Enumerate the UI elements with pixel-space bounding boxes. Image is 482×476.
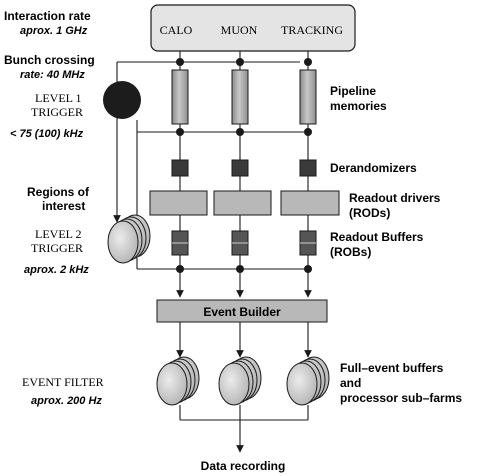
regions-of-interest-line2: interest [42, 199, 86, 213]
detector-tracking-label: TRACKING [281, 23, 343, 37]
regions-of-interest-line1: Regions of [27, 185, 89, 199]
detector-calo-label: CALO [159, 23, 193, 37]
pipeline-label-line1: Pipeline [330, 84, 377, 98]
readout-drivers-label-line1: Readout drivers [349, 191, 441, 205]
bunch-crossing-lines [117, 62, 300, 222]
interaction-rate-value: aprox. 1 GHz [20, 25, 88, 37]
interaction-rate-label: Interaction rate [4, 9, 91, 23]
full-event-label-line1: Full–event buffers [340, 361, 444, 375]
readout-drivers [150, 191, 339, 215]
processor-farm-2 [219, 357, 261, 405]
readout-buffers-label-line1: Readout Buffers [330, 230, 424, 244]
processor-farm-1 [157, 357, 199, 405]
data-recording-label: Data recording [200, 459, 286, 473]
level2-rate: aprox. 2 kHz [24, 264, 89, 276]
level2-label-line1: LEVEL 2 [35, 227, 82, 241]
detector-muon-label: MUON [220, 23, 258, 37]
level2-trigger-disks [108, 215, 150, 263]
level1-trigger-circle [103, 81, 141, 119]
level2-accept-line [137, 258, 310, 269]
bunch-crossing-label: Bunch crossing [4, 53, 95, 67]
event-builder-label: Event Builder [203, 305, 281, 319]
level1-label-line1: LEVEL 1 [35, 91, 82, 105]
event-filter-rate: aprox. 200 Hz [31, 395, 102, 407]
pipeline-label-line2: memories [330, 99, 387, 113]
level1-label-line2: TRIGGER [31, 105, 83, 119]
event-filter-label: EVENT FILTER [22, 375, 104, 389]
derandomizers-label: Derandomizers [330, 161, 417, 175]
processor-farm-3 [287, 357, 329, 405]
level2-label-line2: TRIGGER [31, 241, 83, 255]
level1-rate: < 75 (100) kHz [10, 128, 84, 140]
bunch-crossing-rate: rate: 40 MHz [20, 69, 85, 81]
full-event-label-line2: and [340, 376, 362, 390]
farm-input-lines [180, 322, 308, 357]
readout-buffers-label-line2: (ROBs) [330, 245, 372, 259]
readout-buffers [172, 231, 316, 255]
full-event-label-line3: processor sub–farms [340, 391, 463, 405]
readout-drivers-label-line2: (RODs) [349, 206, 391, 220]
output-lines [180, 405, 308, 452]
pipeline-memories [172, 70, 316, 124]
derandomizers [172, 160, 316, 176]
